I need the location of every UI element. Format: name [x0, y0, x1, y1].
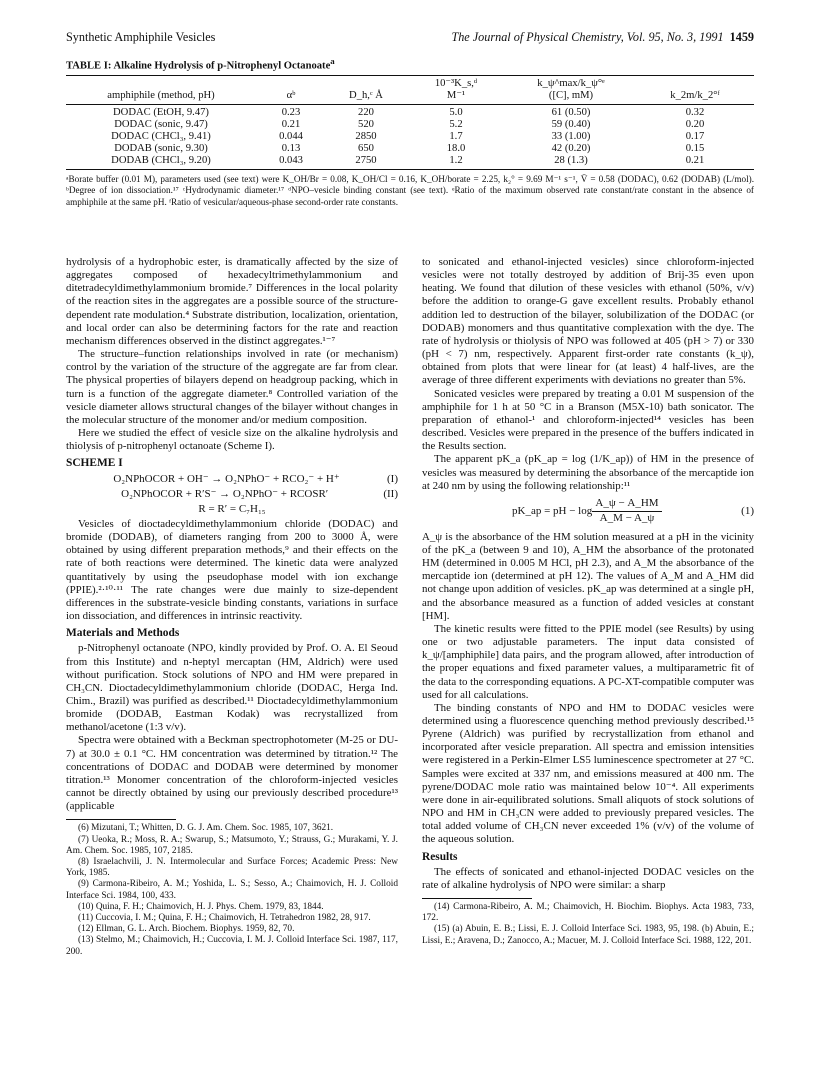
equation-fraction — [592, 497, 662, 525]
table-header-row — [66, 75, 754, 90]
table-header-cell: k_2m/k_2°ᶠ — [636, 90, 754, 105]
table-cell: 0.044 — [279, 130, 303, 142]
equation-number: (1) — [741, 504, 754, 517]
table-cell: 0.17 — [685, 130, 705, 142]
table-header-cell — [636, 75, 754, 90]
right-column — [422, 256, 754, 947]
table-cell: 2750 — [326, 155, 406, 170]
paragraph: Sonicated vesicles were prepared by treating a 0.01 M suspension of the amphiphile for 1 h at 50 °C in a Branson (M5X-10) bath sonicator. The preparation of ethanol-¹ and chloroform-injected¹⁴ vesicles has been described. Vesicles were prepared in the presence of the buffers indicated in the Results section. — [422, 387, 754, 453]
equation — [422, 497, 754, 527]
table-row — [66, 119, 754, 131]
table-cell: 28 (1.3) — [506, 155, 636, 170]
footnote-divider — [422, 898, 532, 899]
journal-citation: The Journal of Physical Chemistry, Vol. 95, No. 3, 1991 1459 — [451, 30, 754, 44]
table-cell: 42 (0.20) — [551, 142, 591, 154]
table-cell: 1.7 — [449, 130, 463, 142]
footnote: (13) Stelmo, M.; Chaimovich, H.; Cuccovia, I. M. J. Colloid Interface Sci. 1987, 117, 200. — [66, 935, 398, 957]
section-title: Materials and Methods — [66, 627, 180, 640]
footnote: (15) (a) Abuin, E. B.; Lissi, E. J. Colloid Interface Sci. 1983, 95, 198. (b) Abuin, E.; Lissi, E.; Aravena, D.; Zanocco, A.; Macuer, M. J. Colloid Interface Sci. 1988, 122, 201. — [422, 924, 754, 946]
table-cell: 0.20 — [685, 118, 705, 130]
table-cell: 1.2 — [406, 155, 506, 170]
table-cell: 0.23 — [281, 106, 301, 118]
paragraph: Spectra were obtained with a Beckman spectrophotometer (M-25 or DU-7) at 30.0 ± 0.1 °C. HM concentration was determined by titration.¹² The concentrations of DODAC and DODAB were determined by monomer titration.¹³ Monomer concentration of the chloroform-injected vesicles cannot be directly obtained by using our previously described procedure¹³ (applicable — [66, 734, 398, 813]
table-cell: 33 (1.00) — [551, 130, 591, 142]
scheme-definition: R = R′ = C₇H₁₅ — [198, 502, 266, 515]
table-header-cell — [256, 75, 326, 90]
scheme-title: SCHEME I — [66, 457, 123, 470]
footnote: (14) Carmona-Ribeiro, A. M.; Chaimovich, H. Biochim. Biophys. Acta 1983, 733, 172. — [422, 902, 754, 924]
footnote: (6) Mizutani, T.; Whitten, D. G. J. Am. Chem. Soc. 1985, 107, 3621. — [78, 823, 334, 834]
paragraph: The apparent pK_a (pK_ap = log (1/K_ap)) of HM in the presence of vesicles was measured by determining the absorbance of the mercaptide ion at 240 nm by using the following relationship:¹¹ — [422, 453, 754, 492]
footnote-divider — [66, 819, 176, 820]
equation-numerator: A_ψ − A_HM — [592, 497, 662, 512]
paragraph: p-Nitrophenyl octanoate (NPO, kindly provided by Prof. O. A. El Seoud from this Institute) and n-heptyl mercaptan (HM, Aldrich) were used without purification. Stock solutions of NPO and HM were prepared in CH₃CN. Dioctadecyldimethylammonium chloride (DODAC, Herga Ind. Chim., Brazil) was purified as described.¹¹ Dioctadecyldimethylammonium bromide (DODAB, Eastman Kodak) was recrystallized from methanol/acetone (1:3 v/v). — [66, 642, 398, 734]
table-cell: 0.21 — [281, 118, 301, 130]
paragraph: to sonicated and ethanol-injected vesicles) since chloroform-injected vesicles were not totally destroyed by addition of Brij-35 even upon heating. We found that dilution of these vesicles with ethanol (50%, v/v) before the addition to orange-G gave excellent results. Probably ethanol addition led to destruction of the bilayer, solubilization of the DODAC (or DODAB) monomers and thus quantitative complexation with the dye. The rate of hydrolysis or thiolysis of NPO was followed at 405 (pH > 7) or 330 (pH < 7) nm, respectively. Apparent first-order rate constants (k_ψ), obtained from plots that were linear for (at least) 4 half-lives, are the average of three different experiments with deviations no greater than 5%. — [422, 256, 754, 387]
table-footnote: ᵃBorate buffer (0.01 M), parameters used (see text) were K_OH/Br = 0.08, K_OH/Cl = 0.16, K_OH/borate = 2.25, k₂° = 9.69 M⁻¹ s⁻¹, V̄ = 0.58 (DODAC), 0.62 (DODAB) (L/mol). ᵇDegree of ion dissociation.¹⁷ ᶜHydrodynamic diameter.¹⁷ ᵈNPO–vesicle binding constant (see text). ᵉRatio of the maximum observed rate constant/rate constant in the absence of amphiphile at the same pH. ᶠRatio of vesicular/aqueous-phase second-order rate constants. — [66, 173, 754, 207]
paragraph: Here we studied the effect of vesicle size on the alkaline hydrolysis and thiolysis of p-nitrophenyl octanoate (Scheme I). — [66, 427, 398, 453]
left-column — [66, 256, 398, 958]
reaction-number: (I) — [387, 472, 398, 485]
reaction-number: (II) — [383, 487, 398, 500]
footnote: (10) Quina, F. H.; Chaimovich, H. J. Phys. Chem. 1979, 83, 1844. — [78, 901, 324, 912]
section-title: Results — [422, 850, 458, 863]
footnotes — [66, 823, 398, 957]
table-header-cell: k_ψ^max/k_ψ°ᵉ — [506, 75, 636, 90]
table-header-cell: M⁻¹ — [406, 90, 506, 105]
table-cell: DODAB (sonic, 9.30) — [114, 142, 208, 154]
table-header-cell: D_h,ᶜ Å — [326, 90, 406, 105]
table-cell: 0.21 — [636, 155, 754, 170]
scheme-reaction: O₂NPhOCOR + R′S⁻ → O₂NPhO⁻ + RCOSR′ (II) — [121, 487, 398, 500]
table-row — [66, 143, 754, 155]
table-cell: 59 (0.40) — [551, 118, 591, 130]
table-row — [66, 131, 754, 143]
table-header-cell: 10⁻³K_s,ᵈ — [406, 75, 506, 90]
table-row — [66, 155, 754, 170]
table-header-cell: αᵇ — [256, 90, 326, 105]
table-cell: 5.2 — [449, 118, 463, 130]
scheme-reaction: O₂NPhOCOR + OH⁻ → O₂NPhO⁻ + RCO₂⁻ + H⁺ (I) — [113, 472, 398, 485]
body-columns — [66, 256, 754, 1056]
data-table — [66, 75, 754, 170]
running-header — [66, 30, 754, 48]
footnote: (8) Israelachvili, J. N. Intermolecular and Surface Forces; Academic Press: New York, 1985. — [66, 857, 398, 879]
table-cell: 220 — [358, 106, 374, 118]
equation-denominator: A_M − A_ψ — [599, 511, 655, 524]
table-cell: 18.0 — [446, 142, 466, 154]
footnote: (11) Cuccovia, I. M.; Quina, F. H.; Chaimovich, H. Tetrahedron 1982, 28, 917. — [78, 913, 371, 924]
table-cell: 650 — [358, 142, 374, 154]
footnotes — [422, 902, 754, 947]
paragraph: A_ψ is the absorbance of the HM solution measured at a pH in the vicinity of the pK_a (between 9 and 10), A_HM the absorbance of the protonated HM (determined in 0.005 M HCl, pH 2.3), and A_M the absorbance of the mercaptide ion (determined at pH 12). The values of A_M and A_HM did not change upon addition of vesicles. pK_ap was determined at a single pH, and the absorbance measured as a function of added vesicles at constant [HM]. — [422, 530, 754, 622]
paragraph: Vesicles of dioctadecyldimethylammonium chloride (DODAC) and bromide (DODAB), of diameters ranging from 200 to 3000 Å, were obtained by using different preparation methods,⁹ and their effects on the rate of both reactions were determined. The kinetic data were analyzed quantitatively by using the pseudophase model with ion exchange (PPIE).²·¹⁰·¹¹ The rate changes were due mainly to size-dependent differences in the substrate-vesicle binding constants, variations in surface ion dissociation, and differences in intrinsic reactivity. — [66, 517, 398, 623]
table-caption: TABLE I: Alkaline Hydrolysis of p-Nitrophenyl Octanoate$^a$ — [66, 56, 335, 72]
paragraph: The effects of sonicated and ethanol-injected DODAC vesicles on the rate of alkaline hydrolysis of NPO were similar: a sharp — [422, 865, 754, 891]
table-cell: DODAB (CHCl₃, 9.20) — [66, 155, 256, 170]
equation-lhs: pK_ap = pH − log — [512, 504, 593, 517]
page-number: 1459 — [729, 30, 754, 44]
table-cell: 2850 — [355, 130, 377, 142]
footnote: (9) Carmona-Ribeiro, A. M.; Yoshida, L. S.; Sesso, A.; Chaimovich, H. J. Colloid Interface Sci. 1984, 100, 433. — [66, 879, 398, 901]
table-cell: 61 (0.50) — [551, 106, 591, 118]
table-cell: DODAC (EtOH, 9.47) — [113, 106, 209, 118]
footnote: (7) Ueoka, R.; Moss, R. A.; Swarup, S.; Matsumoto, Y.; Strauss, G.; Murakami, Y. J. Am. Chem. Soc. 1985, 107, 2185. — [66, 834, 398, 856]
table-cell: 0.043 — [256, 155, 326, 170]
paragraph: The kinetic results were fitted to the PPIE model (see Results) by using one or two adjustable parameters. The input data consisted of k_ψ/[amphiphile] data pairs, and the program allowed, after introduction of the proper equations and fixed parameter values, a multiparametric fit of the data to the corresponding equations. A PC-XT-compatible computer was used for all calculations. — [422, 622, 754, 701]
table-cell: 520 — [358, 118, 374, 130]
table-cell: 0.15 — [685, 142, 705, 154]
table-header-cell: amphiphile (method, pH) — [66, 90, 256, 105]
table-cell: DODAC (sonic, 9.47) — [114, 118, 208, 130]
table-cell: 0.13 — [281, 142, 301, 154]
table-header-cell — [66, 75, 256, 90]
footnote: (12) Ellman, G. L. Arch. Biochem. Biophys. 1959, 82, 70. — [78, 924, 295, 935]
paragraph: The binding constants of NPO and HM to DODAC vesicles were determined using a fluorescence quenching method previously described.¹⁵ Pyrene (Aldrich) was purified by recrystallization from ethanol and incorporated after vesicle preparation. All spectra and emission intensities were registered in a Perkin-Elmer LS5 luminescence spectrometer at 27 °C. Samples were excited at 337 nm, and emissions measured at 400 nm. The pyrene/DODAC mole ratio was maintained below 10⁻⁴. All experiments were done in air-equilibrated solutions. Small aliquots of stock solutions of NPO and HM in CH₃CN were added to previously prepared vesicles. The total added volume of CH₃CN never exceeded 1% (v/v) of the volume of the aqueous solution. — [422, 701, 754, 846]
table-header-cell — [326, 75, 406, 90]
paragraph: hydrolysis of a hydrophobic ester, is dramatically affected by the size of aggregates composed of hexadecyltrimethylammonium and ditetradecyldimethylammonium bromide.⁷ Differences in the local polarity of the reaction sites in the aggregates are a possible source of the structure-dependent rate modulation.⁴ Substrate distribution, localization, orientation, and local order can also be determining factors for the rate and reaction mechanism differences observed in the distinct aggregates.¹⁻⁷ — [66, 256, 398, 347]
table-cell: DODAC (CHCl₃, 9.41) — [111, 130, 211, 142]
paragraph: The structure–function relationships involved in rate (or mechanism) control by the variation of the structure of the aggregate are far from clear. The physical properties of bilayers depend on headgroup packing, which in turn is a function of the aggregate diameter.⁸ Controlled variation of the vesicle diameter allows structural changes of the bilayer without changes in the molecular structure of the monomer and/or medium composition. — [66, 348, 398, 426]
table-header-cell: ([C], mM) — [506, 90, 636, 105]
table-row — [66, 104, 754, 119]
table-cell: 0.32 — [685, 106, 705, 118]
table-cell: 5.0 — [449, 106, 463, 118]
table-header-row — [66, 90, 754, 105]
running-title: Synthetic Amphiphile Vesicles — [66, 30, 216, 44]
